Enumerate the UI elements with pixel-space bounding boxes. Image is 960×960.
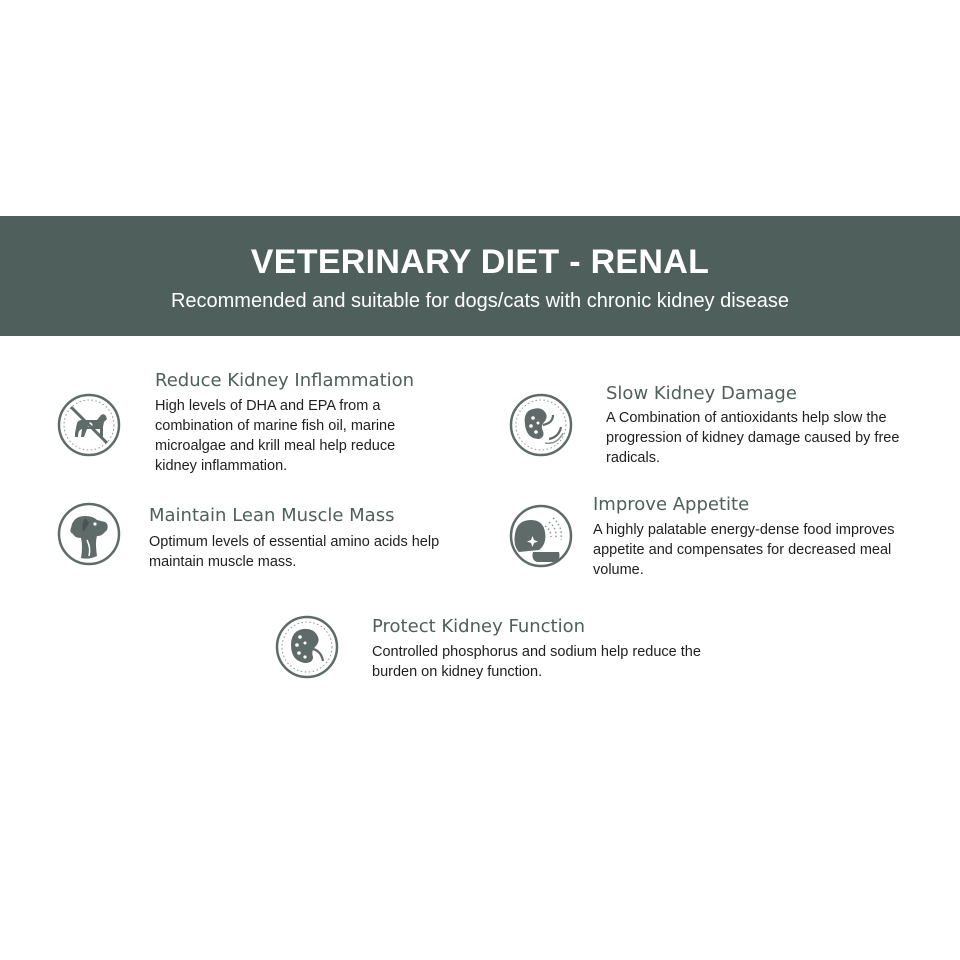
feature-description: A highly palatable energy-dense food improves appetite and compensates for decreased meal volume. — [593, 522, 895, 578]
kidney-shield-icon — [509, 393, 573, 457]
feature-description: Optimum levels of essential amino acids help maintain muscle mass. — [149, 534, 440, 570]
page-subtitle: Recommended and suitable for dogs/cats with chronic kidney disease — [170, 290, 790, 312]
feature-description: A Combination of antioxidants help slow the progression of kidney damage caused by free radicals. — [606, 410, 900, 466]
food-bowl-icon — [509, 504, 573, 568]
header-banner — [0, 216, 960, 336]
dog-inflammation-icon — [57, 393, 121, 457]
feature-title: Maintain Lean Muscle Mass — [149, 505, 395, 526]
dog-head-icon — [57, 502, 121, 566]
feature-title: Slow Kidney Damage — [606, 383, 797, 404]
feature-description: Controlled phosphorus and sodium help reduce the burden on kidney function. — [372, 644, 701, 680]
page-title: VETERINARY DIET - RENAL — [250, 243, 710, 281]
feature-title: Reduce Kidney Inflammation — [155, 370, 415, 391]
feature-title: Improve Appetite — [593, 494, 750, 515]
feature-description: High levels of DHA and EPA from a combination of marine fish oil, marine microalgae and krill meal help reduce kidney inflammation. — [155, 398, 396, 474]
kidney-icon — [275, 615, 339, 679]
feature-title: Protect Kidney Function — [372, 616, 586, 637]
